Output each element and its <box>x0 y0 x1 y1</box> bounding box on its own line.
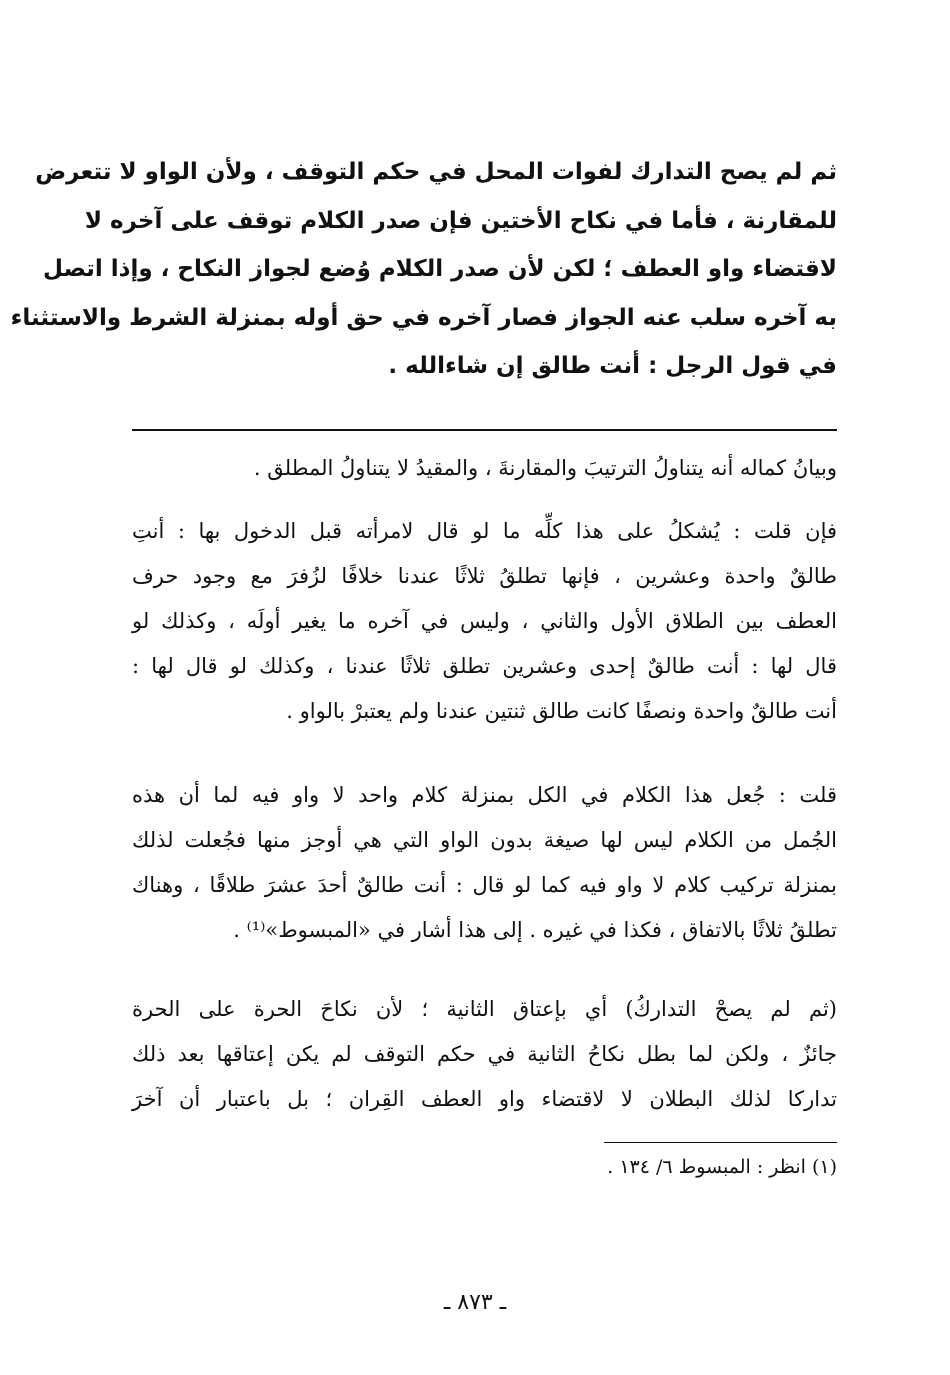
commentary-line: أنت طالقٌ واحدة ونصفًا كانت طالق ثنتين عندنا ولم يعتبرْ بالواو . <box>286 699 837 723</box>
commentary-paragraph <box>132 446 837 491</box>
commentary-line: طالقٌ واحدة وعشرين ، فإنها تطلقُ ثلاثًا عندنا خلافًا لزُفرَ مع وجود حرف <box>132 564 837 588</box>
commentary-line: الجُمل من الكلام ليس لها صيغة بدون الواو التي هي أوجز منها فجُعلت لذلك <box>132 828 837 852</box>
commentary-line: (ثم لم يصحْ التداركُ) أي بإعتاق الثانية ؛ لأن نكاحَ الحرة على الحرة <box>132 997 837 1021</box>
commentary-line: وبيانُ كماله أنه يتناولُ الترتيبَ والمقارنةَ ، والمقيدُ لا يتناولُ المطلق . <box>253 456 837 480</box>
commentary-line: تداركا لذلك البطلان لا لاقتضاء واو العطف القِران ؛ بل باعتبار أن آخرَ <box>132 1087 837 1111</box>
commentary-paragraph <box>132 509 837 734</box>
commentary-line: جائزٌ ، ولكن لما بطل نكاحُ الثانية في حكم التوقف لم يكن إعتاقها بعد ذلك <box>132 1042 837 1066</box>
matn-line: في قول الرجل : أنت طالق إن شاءالله . <box>388 353 837 379</box>
matn-line: ثم لم يصح التدارك لفوات المحل في حكم التوقف ، ولأن الواو لا تتعرض <box>35 159 837 185</box>
footnote: (١) انظر : المبسوط ٦/ ١٣٤ . <box>607 1156 837 1178</box>
commentary-paragraph <box>132 773 837 953</box>
commentary-line: العطف بين الطلاق الأول والثاني ، وليس في آخره ما يغير أولَه ، وكذلك لو <box>132 609 837 633</box>
commentary-line: تطلقُ ثلاثًا بالاتفاق ، فكذا في غيره . إلى هذا أشار في «المبسوط»⁽¹⁾ . <box>233 918 837 942</box>
commentary-line: فإن قلت : يُشكلُ على هذا كلِّه ما لو قال لامرأته قبل الدخول بها : أنتِ <box>132 519 837 543</box>
page-number: ـ ٨٧٣ ـ <box>443 1290 507 1315</box>
section-divider <box>132 429 837 431</box>
commentary-line: قال لها : أنت طالقٌ إحدى وعشرين تطلق ثلاثًا عندنا ، وكذلك لو قال لها : <box>132 654 837 678</box>
commentary-line: بمنزلة تركيب كلام لا واو فيه كما لو قال : أنت طالقٌ أحدَ عشرَ طلاقًا ، وهناك <box>132 873 837 897</box>
matn-line: به آخره سلب عنه الجواز فصار آخره في حق أوله بمنزلة الشرط والاستثناء <box>10 304 837 331</box>
footnote-divider <box>604 1142 837 1143</box>
matn-text-block <box>10 148 837 391</box>
matn-line: لاقتضاء واو العطف ؛ لكن لأن صدر الكلام وُضع لجواز النكاح ، وإذا اتصل <box>43 256 837 282</box>
matn-line: للمقارنة ، فأما في نكاح الأختين فإن صدر الكلام توقف على آخره لا <box>84 207 837 234</box>
commentary-line: قلت : جُعل هذا الكلام في الكل بمنزلة كلام واحد لا واو فيه لما أن هذه <box>132 783 837 807</box>
commentary-paragraph <box>132 987 837 1122</box>
